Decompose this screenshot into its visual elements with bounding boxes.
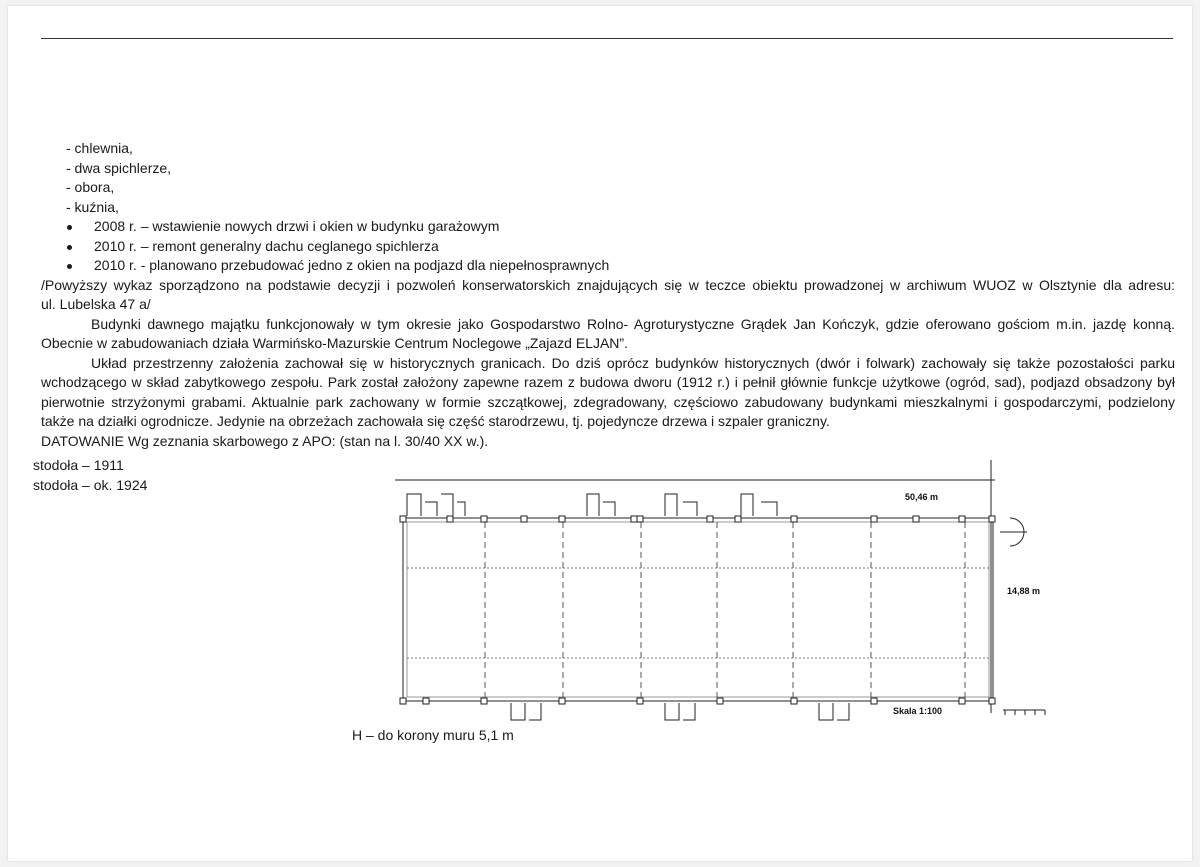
paragraph-line: wchodzącego w skład zabytkowego zespołu. Park został założony zapewne razem z budowa dworu (1912 r.) i pełnił głównie funkcje użytkowe (ogród, sad), podjazd obsadzony był [41,374,1175,390]
plan-caption: H – do korony muru 5,1 m [352,727,514,743]
body-text [41,139,1175,451]
list-item: - dwa spichlerze, [66,159,172,176]
paragraph-line: pierwotnie strzyżonymi grabami. Aktualnie park zachowany w formie szczątkowej, zdegradowany, częściowo zabudowany budynkami mieszkalnymi i gospodarczymi, podzielony [41,393,1175,410]
side-notes [33,456,147,495]
list-item: - obora, [66,179,115,195]
floor-plan-drawing [395,458,1075,733]
list-item: - chlewnia, [66,140,133,156]
bullet-item: 2008 r. – wstawienie nowych drzwi i okien w budynku garażowym [41,217,1175,237]
bullet-dot-icon [67,264,72,269]
paragraph-line: także na działki ogrodnicze. Jedynie na obrzeżach zachowała się część starodrzewu, tj. pojedyncze drzewa i szpaler graniczny. [41,413,830,429]
dating-line: DATOWANIE Wg zeznania skarbowego z APO: (stan na l. 30/40 XX w.). [41,432,489,449]
list-item: - kuźnia, [66,198,119,215]
width-label: 14,88 m [1007,586,1041,596]
scale-label: Skala 1:100 [893,706,943,716]
paragraph-line: /Powyższy wykaz sporządzono na podstawie decyzji i pozwoleń konserwatorskich znajdujących się w teczce obiektu prowadzonej w archiwum WUOZ w Olsztynie dla adresu: [41,276,1175,293]
outer-wall [403,518,993,701]
bullet-item: 2010 r. - planowano przebudować jedno z okien na podjazd dla niepełnosprawnych [41,256,1175,276]
paragraph-line: ul. Lubelska 47 a/ [41,296,151,312]
bullet-dot-icon [67,225,72,230]
length-label: 50,46 m [905,492,939,502]
side-note: stodoła – 1911 [33,457,124,473]
side-note: stodoła – ok. 1924 [33,476,148,493]
paragraph-line: Układ przestrzenny założenia zachował się w historycznych granicach. Do dziś oprócz budynków historycznych (dwór i folwark) zachowały się także pozostałości parku [91,354,1175,371]
inner-wall [407,522,989,697]
bullet-item: 2010 r. – remont generalny dachu ceglanego spichlerza [41,237,1175,257]
scale-bar [1003,710,1045,715]
top-rule [41,38,1173,39]
paragraph-line: Budynki dawnego majątku funkcjonowały w tym okresie jako Gospodarstwo Rolno- Agroturystyczne Grądek Jan Kończyk, gdzie oferowano gościom m.in. jazdę konną. [91,315,1175,332]
paragraph-line: Obecnie w zabudowaniach działa Warmińsko-Mazurskie Centrum Noclegowe „Zajazd ELJAN”. [41,335,628,351]
bullet-dot-icon [67,245,72,250]
